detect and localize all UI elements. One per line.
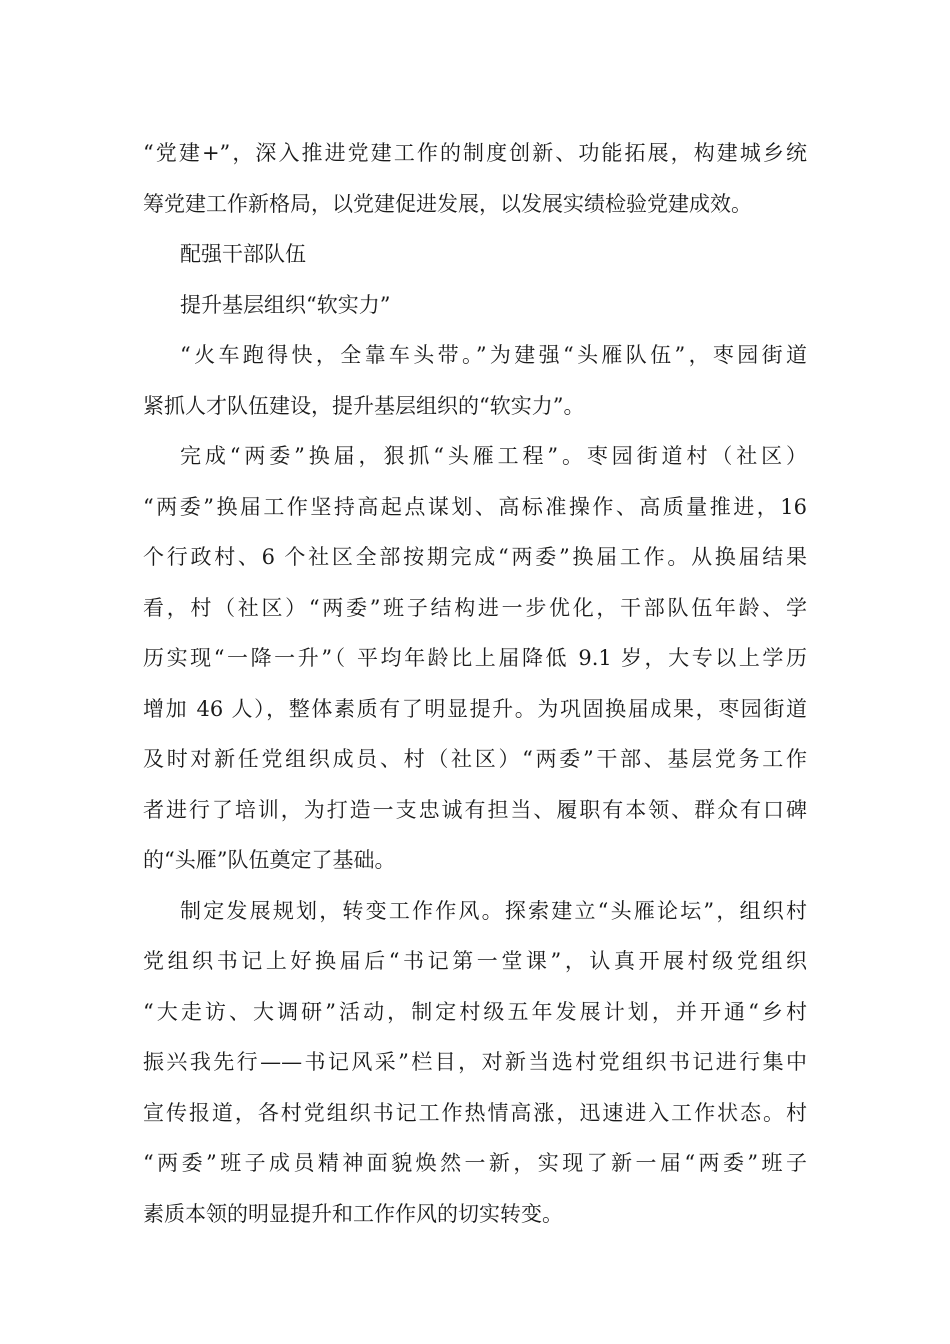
paragraph-5-line-3: 个行政村、6 个社区全部按期完成“两委”换届工作。从换届结果 — [143, 545, 807, 569]
paragraph-1-line-2: 筹党建工作新格局，以党建促进发展，以发展实绩检验党建成效。 — [143, 191, 752, 216]
paragraph-4-line-1: “火车跑得快，全靠车头带。”为建强“头雁队伍”，枣园街道 — [180, 343, 807, 367]
document-body — [143, 128, 807, 1239]
paragraph-4-line-2: 紧抓人才队伍建设，提升基层组织的“软实力”。 — [143, 393, 585, 418]
paragraph-5-line-9: 的“头雁”队伍奠定了基础。 — [143, 848, 396, 872]
paragraph-6-line-7: 素质本领的明显提升和工作作风的切实转变。 — [143, 1201, 563, 1226]
section-heading: 配强干部队伍 — [180, 242, 306, 266]
paragraph-6-line-6: “两委”班子成员精神面貌焕然一新，实现了新一届“两委”班子 — [143, 1151, 807, 1175]
paragraph-6-line-1: 制定发展规划，转变工作作风。探索建立“头雁论坛”，组织村 — [180, 898, 807, 923]
paragraph-1-line-1: “党建+”，深入推进党建工作的制度创新、功能拓展，构建城乡统 — [143, 141, 807, 165]
paragraph-5-line-2: “两委”换届工作坚持高起点谋划、高标准操作、高质量推进，16 — [143, 494, 807, 519]
paragraph-6-line-3: “大走访、大调研”活动，制定村级五年发展计划，并开通“乡村 — [143, 999, 807, 1024]
paragraph-5-line-1: 完成“两委”换届，狠抓“头雁工程”。枣园街道村（社区） — [180, 444, 807, 468]
paragraph-6-line-5: 宣传报道，各村党组织书记工作热情高涨，迅速进入工作状态。村 — [143, 1100, 807, 1125]
paragraph-5-line-8: 者进行了培训，为打造一支忠诚有担当、履职有本领、群众有口碑 — [143, 797, 807, 822]
section-subheading: 提升基层组织“软实力” — [180, 292, 391, 317]
paragraph-6-line-2: 党组织书记上好换届后“书记第一堂课”，认真开展村级党组织 — [143, 949, 807, 973]
paragraph-5-line-4: 看，村（社区）“两委”班子结构进一步优化，干部队伍年龄、学 — [143, 595, 807, 620]
paragraph-5-line-5: 历实现“一降一升”（ 平均年龄比上届降低 9.1 岁，大专以上学历 — [143, 646, 807, 670]
paragraph-5-line-6: 增加 46 人），整体素质有了明显提升。为巩固换届成果，枣园街道 — [143, 696, 807, 721]
paragraph-6-line-4: 振兴我先行——书记风采”栏目，对新当选村党组织书记进行集中 — [143, 1050, 807, 1074]
paragraph-5-line-7: 及时对新任党组织成员、村（社区）“两委”干部、基层党务工作 — [143, 747, 807, 771]
